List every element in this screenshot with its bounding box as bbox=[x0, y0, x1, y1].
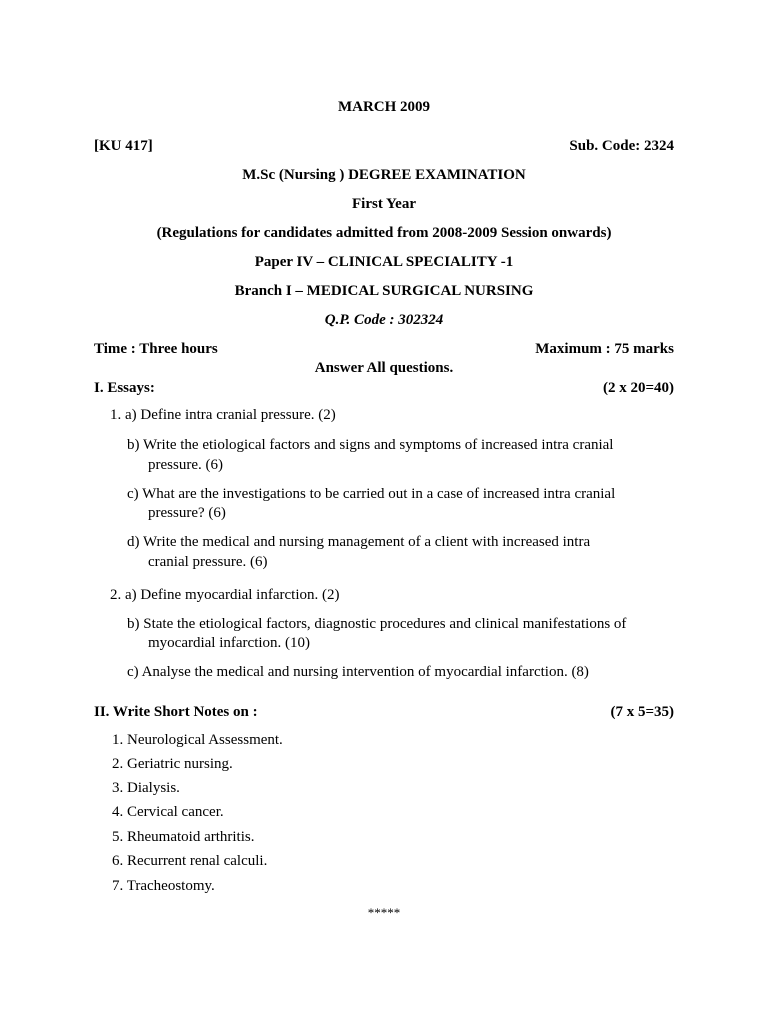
sub-code: Sub. Code: 2324 bbox=[569, 138, 674, 154]
regulations-note: (Regulations for candidates admitted from 2008-2009 Session onwards) bbox=[156, 225, 612, 241]
short-note-item: 1. Neurological Assessment. bbox=[112, 732, 283, 748]
short-note-item: 4. Cervical cancer. bbox=[112, 804, 224, 820]
essays-marks: (2 x 20=40) bbox=[602, 380, 674, 396]
max-marks: Maximum : 75 marks bbox=[535, 341, 674, 357]
question-1c-cont: pressure? (6) bbox=[148, 505, 226, 521]
instruction: Answer All questions. bbox=[314, 360, 454, 376]
branch-title: Branch I – MEDICAL SURGICAL NURSING bbox=[234, 283, 534, 299]
question-2b: b) State the etiological factors, diagnostic procedures and clinical manifestations of bbox=[127, 616, 627, 632]
question-2a: 2. a) Define myocardial infarction. (2) bbox=[110, 587, 340, 603]
question-1a: 1. a) Define intra cranial pressure. (2) bbox=[110, 407, 336, 423]
short-note-item: 5. Rheumatoid arthritis. bbox=[112, 829, 255, 845]
question-1c: c) What are the investigations to be carried out in a case of increased intra cranial bbox=[127, 486, 616, 502]
short-note-item: 2. Geriatric nursing. bbox=[112, 756, 233, 772]
question-1b-cont: pressure. (6) bbox=[148, 457, 223, 473]
short-note-item: 6. Recurrent renal calculi. bbox=[112, 853, 268, 869]
essays-title: I. Essays: bbox=[94, 380, 155, 396]
question-1d-cont: cranial pressure. (6) bbox=[148, 554, 268, 570]
question-2c: c) Analyse the medical and nursing intervention of myocardial infarction. (8) bbox=[127, 664, 589, 680]
short-notes-marks: (7 x 5=35) bbox=[610, 704, 674, 720]
qp-code: Q.P. Code : 302324 bbox=[324, 312, 444, 328]
short-note-item: 3. Dialysis. bbox=[112, 780, 180, 796]
paper-title: Paper IV – CLINICAL SPECIALITY -1 bbox=[254, 254, 514, 270]
year-title: First Year bbox=[352, 196, 416, 212]
short-notes-heading-row bbox=[94, 702, 674, 722]
time-allowed: Time : Three hours bbox=[94, 341, 218, 357]
short-notes-title: II. Write Short Notes on : bbox=[94, 704, 258, 720]
essays-heading-row bbox=[94, 378, 674, 398]
code-row bbox=[94, 136, 674, 156]
time-marks-row bbox=[94, 339, 674, 359]
ku-code: [KU 417] bbox=[94, 138, 153, 154]
short-note-item: 7. Tracheostomy. bbox=[112, 878, 215, 894]
exam-date: MARCH 2009 bbox=[337, 99, 431, 115]
question-1b: b) Write the etiological factors and signs and symptoms of increased intra cranial bbox=[127, 437, 614, 453]
degree-title: M.Sc (Nursing ) DEGREE EXAMINATION bbox=[242, 167, 526, 183]
end-marker: ***** bbox=[367, 905, 401, 920]
question-2b-cont: myocardial infarction. (10) bbox=[148, 635, 311, 651]
question-1d: d) Write the medical and nursing management of a client with increased intra bbox=[127, 534, 591, 550]
